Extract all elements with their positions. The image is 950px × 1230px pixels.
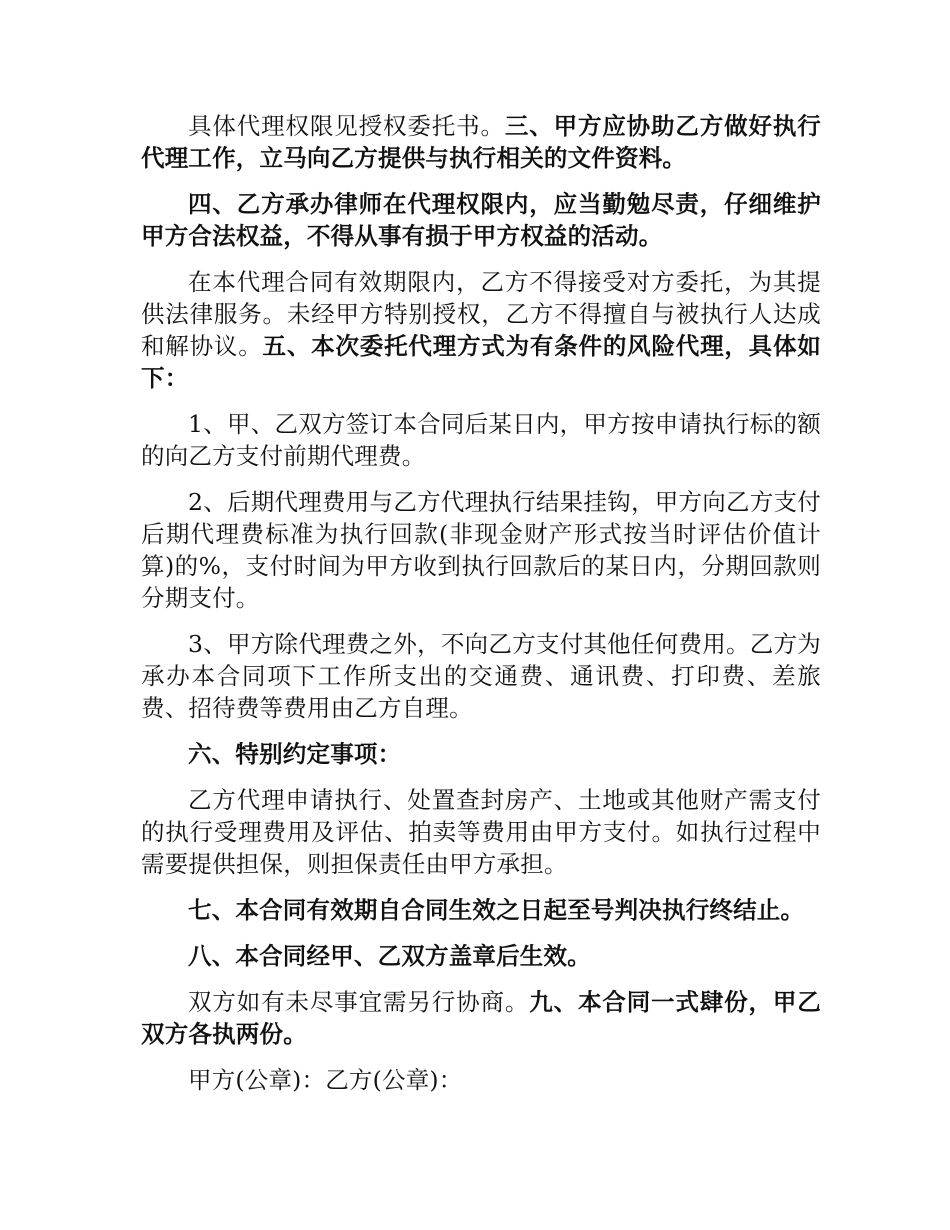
clause-eight [141,940,821,972]
clause-nine-heading: 九、本合同一式肆份，甲乙双方各执两份。 [141,988,821,1048]
document-body [141,110,821,1110]
paragraph-validity-period [141,266,821,394]
paragraph-text: 双方如有未尽事宜需另行协商。 [188,988,530,1016]
clause-six [141,738,821,770]
clause-three-heading: 三、甲方应协助乙方做好执行代理工作，立马向乙方提供与执行相关的文件资料。 [141,112,821,172]
clause-six-heading: 六、特别约定事项： [188,740,402,768]
item-two [141,486,821,614]
paragraph-text: 乙方代理申请执行、处置查封房产、土地或其他财产需支付的执行受理费用及评估、拍卖等费用由甲方支付。如执行过程中需要提供担保，则担保责任由甲方承担。 [141,786,821,878]
clause-eight-heading: 八、本合同经甲、乙双方盖章后生效。 [188,942,591,970]
item-three [141,628,821,724]
paragraph-text: 甲方(公章)：乙方(公章)： [188,1066,463,1094]
paragraph-scope-of-authority [141,110,821,174]
clause-five-heading: 五、本次委托代理方式为有条件的风险代理，具体如下： [141,332,822,392]
clause-seven-heading: 七、本合同有效期自合同生效之日起至号判决执行终结止。 [188,896,805,924]
signature-line [141,1064,821,1096]
clause-four [141,188,821,252]
clause-seven [141,894,821,926]
paragraph-text: 2、后期代理费用与乙方代理执行结果挂钩，甲方向乙方支付后期代理费标准为执行回款(非现金财产形式按当时评估价值计算)的%，支付时间为甲方收到执行回款后的某日内，分期回款则分期支付。 [141,488,821,612]
paragraph-negotiation [141,986,821,1050]
clause-four-heading: 四、乙方承办律师在代理权限内，应当勤勉尽责，仔细维护甲方合法权益，不得从事有损于甲方权益的活动。 [141,190,821,250]
paragraph-special-terms [141,784,821,880]
paragraph-text: 具体代理权限见授权委托书。 [188,112,505,140]
item-one [141,408,821,472]
paragraph-text: 在本代理合同有效期限内，乙方不得接受对方委托，为其提供法律服务。未经甲方特别授权，乙方不得擅自与被执行人达成和解协议。 [141,268,821,360]
paragraph-text: 3、甲方除代理费之外，不向乙方支付其他任何费用。乙方为承办本合同项下工作所支出的交通费、通讯费、打印费、差旅费、招待费等费用由乙方自理。 [141,630,821,722]
paragraph-text: 1、甲、乙双方签订本合同后某日内，甲方按申请执行标的额的向乙方支付前期代理费。 [141,410,821,470]
